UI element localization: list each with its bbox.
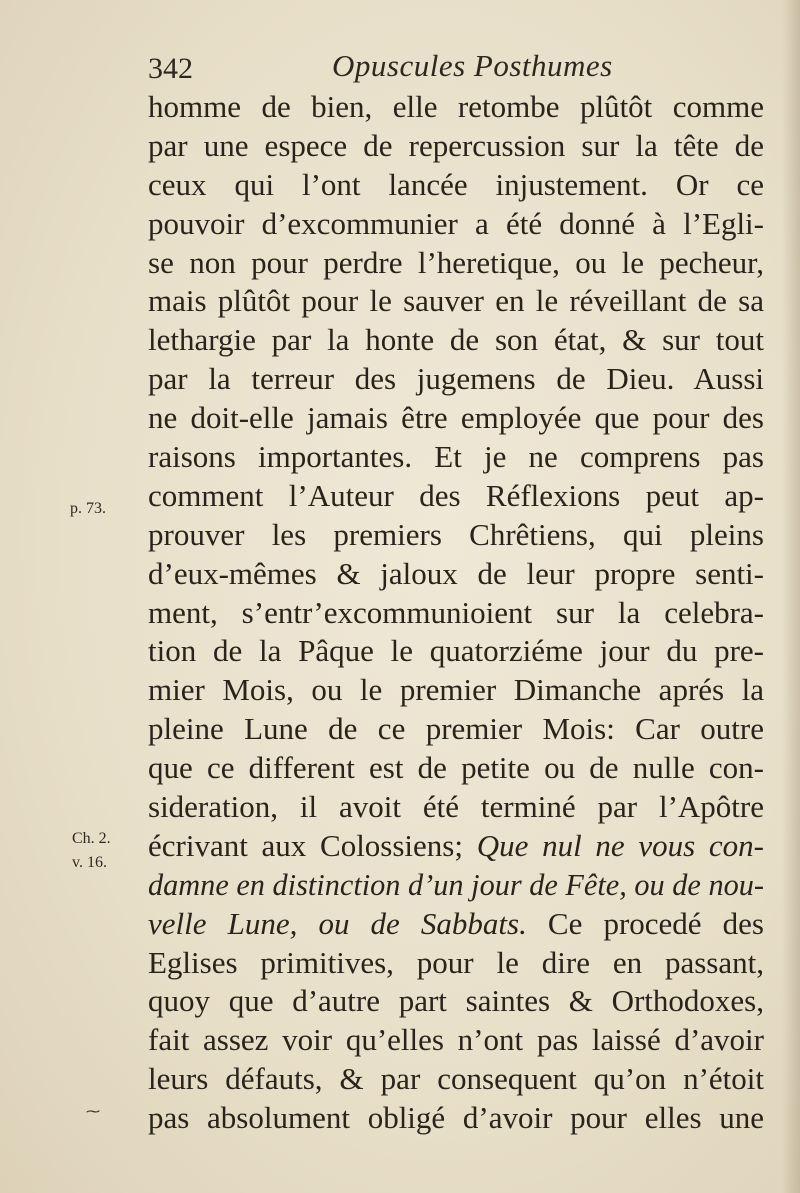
text-span: mier Mois, ou le premier Dimanche aprés la bbox=[148, 672, 764, 708]
page-edge-shadow bbox=[782, 0, 800, 1193]
text-span: par une espece de repercussion sur la tête de bbox=[148, 127, 764, 163]
text-span: que ce different est de petite ou de nulle con- bbox=[148, 750, 764, 786]
text-line bbox=[148, 866, 764, 905]
text-line bbox=[148, 244, 764, 283]
text-span: fait assez voir qu’elles n’ont pas laissé d’avoir bbox=[148, 1022, 764, 1058]
text-line bbox=[148, 127, 764, 166]
text-span: Eglises primitives, pour le dire en passant, bbox=[148, 944, 764, 980]
text-span: homme de bien, elle retombe plûtôt comme bbox=[148, 89, 764, 124]
margin-note-verse: v. 16. bbox=[72, 854, 107, 871]
text-span: quoy que d’autre part saintes & Orthodoxes, bbox=[148, 983, 764, 1019]
text-span: pas absolument obligé d’avoir pour elles une bbox=[148, 1100, 764, 1136]
text-line bbox=[148, 982, 764, 1021]
text-span: d’eux-mêmes & jaloux de leur propre senti- bbox=[148, 555, 764, 591]
text-line bbox=[148, 1099, 764, 1138]
text-line bbox=[148, 905, 764, 944]
text-span: pouvoir d’excommunier a été donné à l’Egli- bbox=[148, 205, 764, 241]
text-line bbox=[148, 671, 764, 710]
text-span: raisons importantes. Et je ne comprens pas bbox=[148, 439, 764, 475]
text-span: sideration, il avoit été terminé par l’Apôtre bbox=[148, 789, 764, 825]
text-span: ne doit-elle jamais être employée que pour des bbox=[148, 400, 764, 436]
text-line bbox=[148, 632, 764, 671]
text-line bbox=[148, 555, 764, 594]
text-line bbox=[148, 749, 764, 788]
text-line bbox=[148, 399, 764, 438]
text-span: prouver les premiers Chrêtiens, qui pleins bbox=[148, 516, 764, 552]
text-line bbox=[148, 205, 764, 244]
text-span: par la terreur des jugemens de Dieu. Aussi bbox=[148, 361, 764, 397]
text-span: tion de la Pâque le quatorziéme jour du pre- bbox=[148, 633, 764, 669]
text-span: ceux qui l’ont lancée injustement. Or ce bbox=[148, 166, 764, 202]
text-line bbox=[148, 516, 764, 555]
text-span: comment l’Auteur des Réflexions peut ap- bbox=[148, 477, 764, 513]
running-title: Opuscules Posthumes bbox=[332, 48, 613, 83]
text-span: se non pour perdre l’heretique, ou le pecheur, bbox=[148, 244, 764, 280]
text-line bbox=[148, 710, 764, 749]
text-span: leurs défauts, & par consequent qu’on n’étoit bbox=[148, 1061, 764, 1097]
margin-note-chapter: Ch. 2. bbox=[72, 830, 111, 847]
italic-span: damne en distinction d’un jour de Fête, ou de nou- bbox=[148, 867, 764, 902]
text-line bbox=[148, 438, 764, 477]
margin-note-page-ref: p. 73. bbox=[70, 500, 106, 517]
text-line bbox=[148, 594, 764, 633]
page-header bbox=[148, 48, 768, 92]
text-span: pleine Lune de ce premier Mois: Car outre bbox=[148, 711, 764, 747]
text-line bbox=[148, 827, 764, 866]
text-line bbox=[148, 788, 764, 827]
text-line bbox=[148, 88, 764, 127]
italic-span: velle Lune, ou de Sabbats. bbox=[148, 905, 527, 941]
body-text bbox=[148, 88, 764, 1138]
text-line bbox=[148, 477, 764, 516]
text-span: lethargie par la honte de son état, & sur tout bbox=[148, 322, 764, 358]
text-line bbox=[148, 282, 764, 321]
ink-mark: ⁓ bbox=[86, 1104, 100, 1120]
text-span: mais plûtôt pour le sauver en le réveillant de sa bbox=[148, 283, 764, 319]
text-span: Ce procedé des bbox=[526, 905, 764, 941]
text-line bbox=[148, 166, 764, 205]
text-line bbox=[148, 944, 764, 983]
page-number: 342 bbox=[148, 52, 193, 85]
text-span: ment, s’entr’excommunioient sur la celebra- bbox=[148, 594, 764, 630]
text-line bbox=[148, 321, 764, 360]
text-span: écrivant aux Colossiens; bbox=[148, 827, 477, 863]
text-line bbox=[148, 1021, 764, 1060]
text-line bbox=[148, 360, 764, 399]
italic-span: Que nul ne vous con- bbox=[476, 827, 764, 863]
text-line bbox=[148, 1060, 764, 1099]
